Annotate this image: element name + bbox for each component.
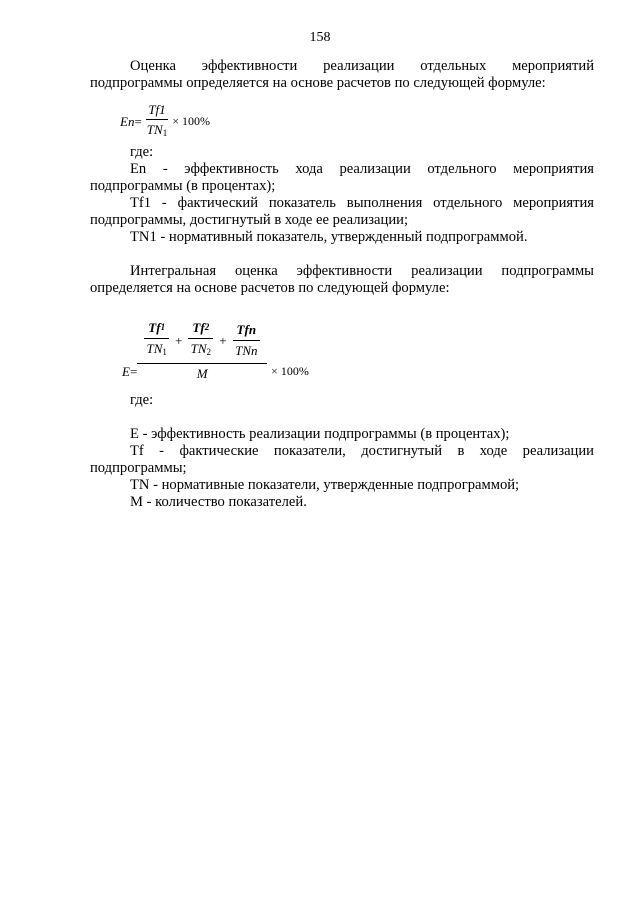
formula-en-fraction — [145, 101, 169, 142]
term-1-numerator — [144, 319, 169, 339]
term-2-denominator — [189, 339, 213, 361]
formula-en — [120, 101, 594, 138]
definition-m: M - количество показателей. — [130, 494, 307, 510]
intro-paragraph: Оценка эффективности реализации отдельных мероприятий подпрограммы определяется на основе расчетов по следующей формуле: — [90, 58, 594, 91]
formula-e-numerator — [137, 319, 267, 364]
formula-en-lhs: En — [120, 113, 135, 129]
plus-sign-1: + — [175, 332, 183, 348]
where-label-1: где: — [130, 144, 154, 160]
formula-en-den-sub: 1 — [162, 127, 168, 138]
term-2-den-main: TN — [190, 341, 207, 356]
formula-e-lhs: E — [122, 364, 130, 379]
where-label-2: где: — [130, 392, 154, 408]
term-n-numerator: Tfn — [233, 321, 261, 341]
formula-en-denominator — [145, 120, 169, 142]
formula-e — [122, 319, 594, 382]
term-1-num-main: Tf — [148, 320, 161, 335]
term-2-numerator — [188, 319, 213, 339]
formula-e-denominator: M — [196, 366, 208, 381]
definition-tn1: TN1 - нормативный показатель, утвержденный подпрограммой. — [130, 229, 528, 245]
formula-en-multiplier: × 100% — [172, 113, 210, 128]
term-2-num-main: Tf — [192, 320, 205, 335]
term-1-den-main: TN — [146, 341, 163, 356]
term-n-denominator: TNn — [235, 343, 258, 358]
formula-en-numerator: Tf1 — [146, 101, 167, 120]
formula-e-term-n — [233, 321, 261, 359]
formula-en-equals: = — [134, 113, 142, 129]
definition-en: En - эффективность хода реализации отдельного мероприятия подпрограммы (в процентах); — [90, 161, 594, 194]
definition-tn: TN - нормативные показатели, утвержденные подпрограммой; — [130, 477, 520, 493]
term-1-num-sub: 1 — [160, 322, 166, 332]
formula-e-term-1 — [144, 319, 169, 361]
plus-sign-2: + — [219, 332, 227, 348]
formula-e-equals: = — [129, 364, 138, 379]
definition-tf: Tf - фактические показатели, достигнутый в ходе реализации подпрограммы; — [90, 443, 594, 476]
term-2-num-sub: 2 — [204, 322, 210, 332]
document-body — [90, 58, 594, 511]
formula-e-multiplier: × 100% — [271, 364, 309, 378]
term-1-denominator — [144, 339, 168, 361]
term-2-den-sub: 2 — [206, 347, 212, 357]
definition-tf1: Tf1 - фактический показатель выполнения отдельного мероприятия подпрограммы, достигнутый в ходе ее реализации; — [90, 195, 594, 228]
page-number: 158 — [309, 30, 331, 45]
formula-e-term-2 — [188, 319, 213, 361]
formula-e-big-fraction — [137, 319, 267, 382]
integral-paragraph: Интегральная оценка эффективности реализации подпрограммы определяется на основе расчетов по следующей формуле: — [90, 263, 594, 296]
formula-en-den-main: TN — [146, 121, 163, 137]
definition-e: E - эффективность реализации подпрограммы (в процентах); — [130, 426, 510, 442]
term-1-den-sub: 1 — [162, 347, 167, 357]
